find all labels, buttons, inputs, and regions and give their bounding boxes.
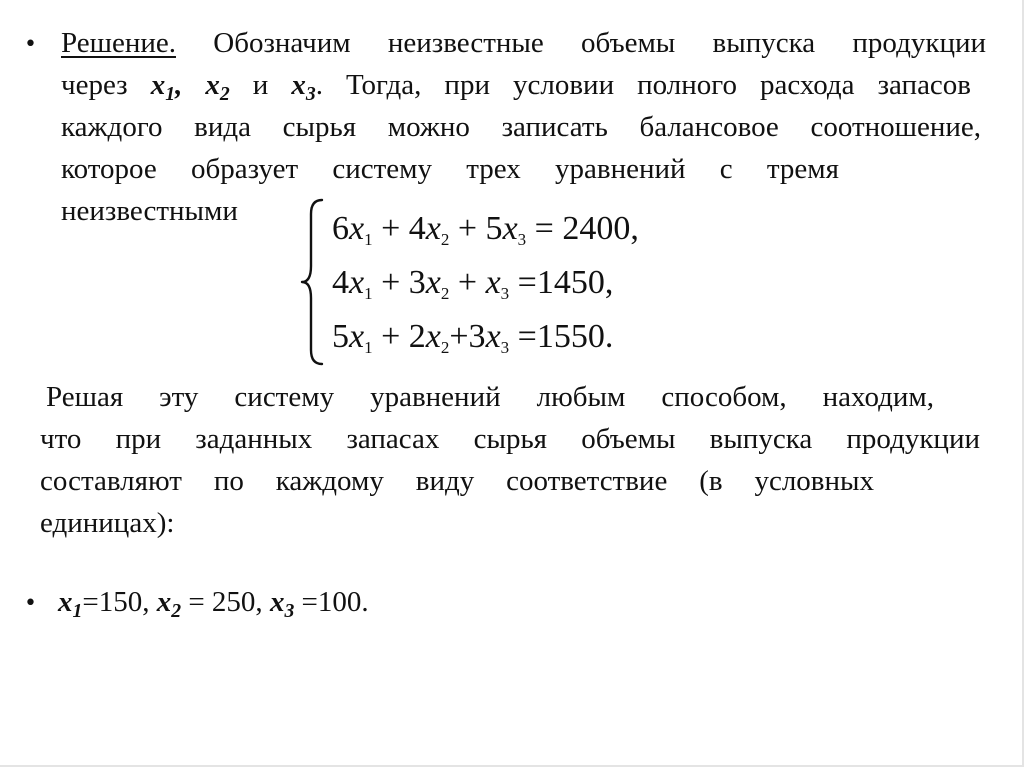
equations-block [332, 202, 639, 364]
finding-line-2: что при заданных запасах сырья объемы выпуска продукции [40, 423, 980, 455]
finding-line-4: единицах): [40, 507, 175, 539]
variable-separator: , [175, 69, 206, 101]
solution-text-1: Обозначим неизвестные объемы выпуска продукции [175, 27, 986, 59]
finding-paragraph [40, 376, 990, 544]
result-x1: $x_1$ [58, 586, 83, 622]
solution-line-1 [61, 22, 986, 64]
solution-line-3: каждого вида сырья можно записать балансовое соотношение, [61, 111, 981, 143]
bullet-1: • [24, 32, 37, 57]
solution-label: Решение. [61, 27, 176, 59]
finding-line-1: Решая эту систему уравнений любым способом, находим, [46, 381, 934, 413]
variable-x1: $x_1$ [150, 69, 176, 105]
conjunction: и [229, 69, 292, 101]
solution-text-2a: через [61, 69, 151, 101]
result-values [58, 581, 369, 623]
result-x3: $x_3$ [269, 586, 295, 622]
variable-x3: $x_3$ [291, 69, 316, 105]
equation-system [298, 196, 698, 368]
solution-line-4: которое образует систему трех уравнений с тремя [61, 153, 839, 185]
result-value-1: =150, [82, 586, 157, 618]
equation-2: $4x_1 + 3x_2 + x_3 =1450$, [332, 264, 614, 303]
variable-x2: $x_2$ [205, 69, 230, 105]
solution-line-2 [61, 64, 971, 106]
result-value-3: =100. [294, 586, 369, 618]
solution-text-2b: . Тогда, при условии полного расхода запасов [315, 69, 972, 101]
equation-1: $6x_1 + 4x_2 + 5x_3 = 2400$, [332, 210, 639, 249]
bullet-2: • [24, 591, 37, 616]
equation-3: $5x_1 + 2x_2+3x_3 =1550$. [332, 318, 614, 357]
result-x2: $x_2$ [156, 586, 182, 622]
curly-brace [298, 196, 328, 368]
solution-line-5: неизвестными [61, 195, 238, 227]
finding-line-3: составляют по каждому виду соответствие (в условных [40, 465, 874, 497]
result-value-2: = 250, [181, 586, 270, 618]
